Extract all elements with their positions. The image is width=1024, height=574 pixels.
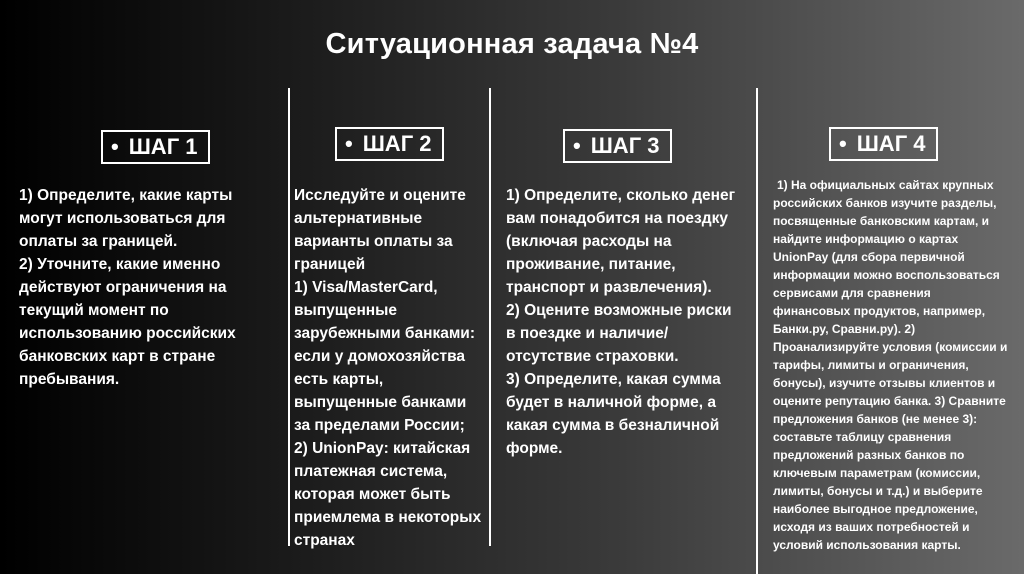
bullet-icon: • — [839, 131, 847, 156]
bullet-icon: • — [573, 133, 581, 158]
step-1-header — [101, 130, 210, 164]
step-4-text: 1) На официальных сайтах крупных российских банков изучите разделы, посвященные банковским картам, и найдите информацию о картах UnionPay (для сбора первичной информации можно воспользоваться сервисами для сравнения финансовых продуктов, например, Банки.ру, Сравни.ру). 2) Проанализируйте условия (комиссии и тарифы, лимиты и ограничения, бонусы), изучите отзывы клиентов и оцените репутацию банка. 3) Сравните предложения банков (не менее 3): составьте таблицу сравнения предложений разных банков по ключевым параметрам (комиссии, лимиты, бонусы и т.д.) и выберите наиболее выгодное предложение, исходя из ваших потребностей и условий использования карты. — [773, 178, 1008, 552]
step-3-label: ШАГ 3 — [590, 133, 660, 158]
column-divider-1 — [288, 88, 290, 546]
step-2-header — [335, 127, 444, 161]
bullet-icon: • — [111, 134, 119, 159]
step-3-text: 1) Определите, сколько денег вам понадобится на поездку (включая расходы на проживание, питание, транспорт и развлечения). 2) Оцените возможные риски в поездке и наличие/отсутствие страховки. 3) Определите, какая сумма будет в наличной форме, а какая сумма в безналичной форме. — [506, 187, 736, 457]
column-divider-2 — [489, 88, 491, 546]
bullet-icon: • — [345, 131, 353, 156]
step-2-label: ШАГ 2 — [362, 131, 432, 156]
step-2-text: Исследуйте и оцените альтернативные варианты оплаты за границей 1) Visa/MasterCard, выпущенные зарубежными банками: если у домохозяйства есть карты, выпущенные банками за пределами России; 2) UnionPay: китайская платежная система, которая может быть приемлема в некоторых странах — [294, 187, 482, 549]
column-divider-3 — [756, 88, 758, 574]
step-4-header — [829, 127, 938, 161]
step-1-text: 1) Определите, какие карты могут использоваться для оплаты за границей. 2) Уточните, какие именно действуют ограничения на текущий момент по использованию российских банковских карт в стране пребывания. — [19, 187, 236, 388]
step-4-label: ШАГ 4 — [856, 131, 926, 156]
page-title: Ситуационная задача №4 — [325, 28, 699, 60]
step-3-header — [563, 129, 672, 163]
step-1-label: ШАГ 1 — [128, 134, 198, 159]
